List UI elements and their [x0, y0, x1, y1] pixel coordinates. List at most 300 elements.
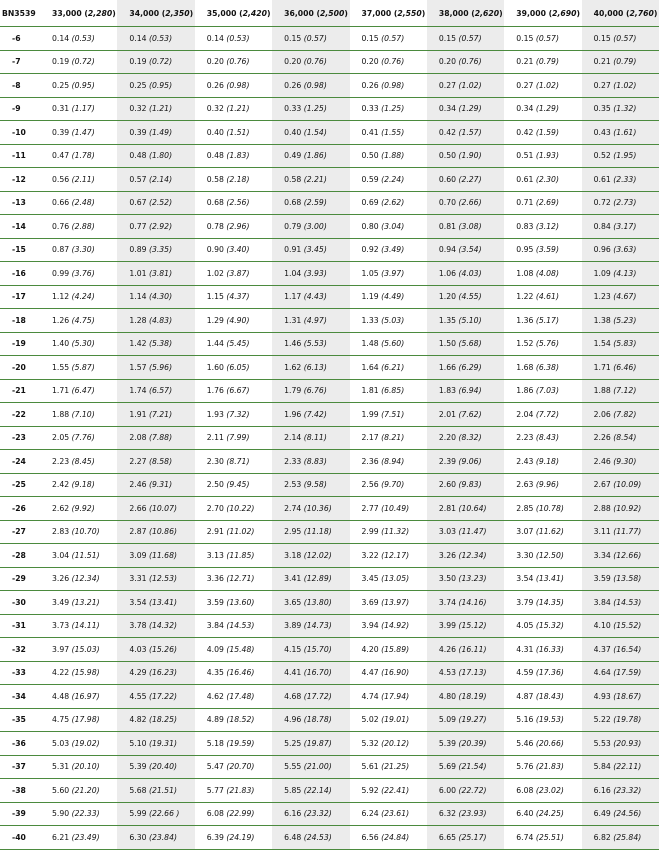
- cell-value-paren: (8.21): [381, 433, 405, 443]
- column-header: 34,000 (2,350): [117, 0, 194, 27]
- cell-value-paren: (3.35): [148, 245, 173, 255]
- cell-value: 0.83: [516, 221, 534, 231]
- table-cell: [504, 309, 581, 333]
- row-label: -29: [0, 567, 40, 591]
- cell-value-paren: (7.32): [226, 409, 250, 419]
- row-label: -6: [0, 27, 40, 51]
- cell-value-paren: (16.33): [535, 644, 564, 654]
- table-row: [0, 238, 659, 262]
- table-cell: [582, 544, 659, 568]
- cell-value-paren: (13.80): [303, 597, 332, 607]
- table-cell: [504, 379, 581, 403]
- row-label: -37: [0, 755, 40, 779]
- cell-value: 5.90: [52, 809, 70, 819]
- cell-value: 2.62: [52, 503, 70, 513]
- cell-value: 1.17: [284, 292, 302, 302]
- table-row: [0, 332, 659, 356]
- cell-value: 0.61: [516, 174, 534, 184]
- cell-value: 0.14: [129, 33, 147, 43]
- table-cell: [504, 168, 581, 192]
- table-cell: [272, 309, 349, 333]
- cell-value-paren: (13.97): [381, 597, 410, 607]
- cell-value-paren: (3.87): [226, 268, 250, 278]
- cell-value: 6.08: [206, 809, 224, 819]
- cell-value-paren: (7.42): [303, 409, 327, 419]
- row-label: -12: [0, 168, 40, 192]
- cell-value-paren: (4.13): [613, 268, 637, 278]
- row-label: -9: [0, 97, 40, 121]
- cell-value-paren: (3.63): [613, 245, 637, 255]
- column-header-main: 37,000: [361, 8, 392, 18]
- table-cell: [117, 50, 194, 74]
- table-cell: [195, 661, 272, 685]
- cell-value: 1.62: [284, 362, 302, 372]
- table-cell: [582, 191, 659, 215]
- table-cell: [272, 802, 349, 826]
- cell-value: 4.62: [206, 691, 224, 701]
- table-cell: [427, 144, 504, 168]
- cell-value: 0.70: [438, 198, 456, 208]
- cell-value-paren: (25.17): [458, 832, 487, 842]
- cell-value-paren: (1.93): [535, 151, 559, 161]
- cell-value-paren: (20.70): [226, 762, 255, 772]
- cell-value-paren: (21.00): [303, 762, 332, 772]
- cell-value: 5.99: [129, 809, 147, 819]
- table-cell: [195, 567, 272, 591]
- cell-value: 6.24: [361, 809, 379, 819]
- cell-value: 4.87: [516, 691, 534, 701]
- table-cell: [195, 144, 272, 168]
- cell-value: 4.10: [593, 621, 611, 631]
- table-cell: [195, 779, 272, 803]
- cell-value-paren: (9.58): [303, 480, 327, 490]
- cell-value-paren: (8.71): [226, 456, 250, 466]
- cell-value: 4.48: [52, 691, 70, 701]
- cell-value: 3.78: [129, 621, 147, 631]
- cell-value-paren: (6.57): [148, 386, 173, 396]
- table-cell: [350, 332, 427, 356]
- table-cell: [427, 285, 504, 309]
- cell-value: 0.49: [284, 151, 302, 161]
- cell-value: 5.03: [52, 738, 70, 748]
- row-label: -19: [0, 332, 40, 356]
- column-header-main: 39,000: [516, 8, 546, 18]
- table-cell: [195, 27, 272, 51]
- cell-value: 0.19: [129, 57, 147, 67]
- table-cell: [350, 826, 427, 850]
- cell-value-paren: (19.31): [148, 738, 177, 748]
- cell-value: 5.39: [129, 762, 147, 772]
- table-cell: [427, 74, 504, 98]
- cell-value-paren: (7.03): [535, 386, 559, 396]
- row-label: -33: [0, 661, 40, 685]
- table-cell: [117, 309, 194, 333]
- cell-value: 2.95: [284, 527, 302, 537]
- cell-value: 1.42: [129, 339, 147, 349]
- cell-value: 2.11: [206, 433, 224, 443]
- cell-value: 0.21: [516, 57, 534, 67]
- cell-value-paren: (1.86): [303, 151, 327, 161]
- cell-value: 4.96: [284, 715, 302, 725]
- column-header: 37,000 (2,550): [350, 0, 427, 27]
- cell-value: 1.83: [438, 386, 456, 396]
- cell-value-paren: (22.66 ): [148, 809, 180, 819]
- cell-value: 4.47: [361, 668, 379, 678]
- table-cell: [427, 520, 504, 544]
- cell-value-paren: (2.92): [148, 221, 173, 231]
- cell-value: 0.15: [593, 33, 611, 43]
- cell-value-paren: (2.62): [381, 198, 405, 208]
- cell-value: 5.61: [361, 762, 379, 772]
- cell-value: 5.31: [52, 762, 70, 772]
- cell-value: 3.97: [52, 644, 70, 654]
- cell-value-paren: (12.53): [148, 574, 177, 584]
- cell-value: 0.20: [284, 57, 302, 67]
- row-label: -35: [0, 708, 40, 732]
- table-cell: [117, 708, 194, 732]
- cell-value: 0.15: [438, 33, 456, 43]
- cell-value: 0.61: [593, 174, 611, 184]
- table-cell: [427, 708, 504, 732]
- cell-value: 6.00: [438, 785, 456, 795]
- cell-value-paren: (1.21): [148, 104, 173, 114]
- table-cell: [272, 238, 349, 262]
- table-cell: [350, 544, 427, 568]
- cell-value-paren: (5.76): [535, 339, 559, 349]
- cell-value-paren: (13.21): [71, 597, 100, 607]
- table-cell: [117, 238, 194, 262]
- table-cell: [350, 285, 427, 309]
- cell-value-paren: (7.72): [535, 409, 559, 419]
- cell-value-paren: (5.53): [303, 339, 327, 349]
- cell-value-paren: (8.11): [303, 433, 327, 443]
- cell-value: 0.59: [361, 174, 379, 184]
- cell-value: 1.01: [129, 268, 147, 278]
- table-cell: [40, 215, 117, 239]
- table-cell: [582, 332, 659, 356]
- cell-value: 1.93: [206, 409, 224, 419]
- cell-value-paren: (0.53): [148, 33, 173, 43]
- table-row: [0, 614, 659, 638]
- table-cell: [427, 356, 504, 380]
- cell-value-paren: (2.33): [613, 174, 637, 184]
- cell-value: 0.69: [361, 198, 379, 208]
- table-cell: [195, 379, 272, 403]
- table-cell: [195, 802, 272, 826]
- cell-value-paren: (13.60): [226, 597, 255, 607]
- cell-value: 4.68: [284, 691, 302, 701]
- cell-value-paren: (16.97): [71, 691, 100, 701]
- cell-value: 1.09: [593, 268, 611, 278]
- table-row: [0, 50, 659, 74]
- cell-value-paren: (9.30): [613, 456, 637, 466]
- column-header: 40,000 (2,760): [582, 0, 659, 27]
- table-cell: [504, 779, 581, 803]
- row-label: -11: [0, 144, 40, 168]
- cell-value: 5.09: [438, 715, 456, 725]
- cell-value: 1.99: [361, 409, 379, 419]
- cell-value-paren: (17.13): [458, 668, 487, 678]
- cell-value-paren: (15.48): [226, 644, 255, 654]
- cell-value: 2.53: [284, 480, 302, 490]
- cell-value-paren: (17.94): [381, 691, 410, 701]
- table-cell: [40, 426, 117, 450]
- cell-value-paren: (1.59): [535, 127, 559, 137]
- cell-value: 2.88: [593, 503, 611, 513]
- table-cell: [117, 97, 194, 121]
- cell-value: 6.48: [284, 832, 302, 842]
- cell-value-paren: (7.62): [458, 409, 482, 419]
- cell-value-paren: (5.23): [613, 315, 637, 325]
- cell-value: 0.33: [284, 104, 302, 114]
- cell-value: 2.20: [438, 433, 456, 443]
- cell-value-paren: (3.76): [71, 268, 95, 278]
- cell-value-paren: (3.49): [381, 245, 405, 255]
- cell-value-paren: (9.83): [458, 480, 482, 490]
- cell-value-paren: (2.11): [71, 174, 95, 184]
- table-cell: [427, 544, 504, 568]
- cell-value: 3.36: [206, 574, 224, 584]
- cell-value: 4.41: [284, 668, 302, 678]
- table-cell: [350, 168, 427, 192]
- cell-value-paren: (18.19): [458, 691, 487, 701]
- table-cell: [40, 403, 117, 427]
- table-cell: [350, 191, 427, 215]
- header-row: [0, 0, 659, 27]
- row-label: -25: [0, 473, 40, 497]
- table-cell: [40, 356, 117, 380]
- cell-value: 4.20: [361, 644, 379, 654]
- cell-value-paren: (24.19): [226, 832, 255, 842]
- cell-value-paren: (8.43): [535, 433, 559, 443]
- cell-value: 2.04: [516, 409, 534, 419]
- cell-value-paren: (1.02): [535, 80, 559, 90]
- cell-value: 0.20: [206, 57, 224, 67]
- cell-value: 1.54: [593, 339, 611, 349]
- cell-value-paren: (0.98): [381, 80, 405, 90]
- table-cell: [504, 708, 581, 732]
- cell-value-paren: (21.25): [381, 762, 410, 772]
- table-cell: [582, 708, 659, 732]
- cell-value: 0.27: [516, 80, 534, 90]
- column-header-main: 36,000: [284, 8, 314, 18]
- table-cell: [40, 144, 117, 168]
- table-cell: [195, 708, 272, 732]
- cell-value-paren: (7.21): [148, 409, 173, 419]
- cell-value: 4.53: [438, 668, 456, 678]
- cell-value-paren: (23.32): [303, 809, 332, 819]
- table-cell: [195, 309, 272, 333]
- cell-value: 2.63: [516, 480, 534, 490]
- cell-value-paren: (4.03): [458, 268, 482, 278]
- cell-value: 0.35: [593, 104, 611, 114]
- table-row: [0, 473, 659, 497]
- cell-value-paren: (9.96): [535, 480, 559, 490]
- cell-value: 0.90: [206, 245, 224, 255]
- table-cell: [350, 403, 427, 427]
- cell-value: 3.07: [516, 527, 534, 537]
- cell-value-paren: (14.11): [71, 621, 100, 631]
- cell-value-paren: (4.61): [535, 292, 559, 302]
- cell-value: 1.91: [129, 409, 147, 419]
- table-cell: [195, 614, 272, 638]
- row-label: -7: [0, 50, 40, 74]
- cell-value-paren: (19.02): [71, 738, 100, 748]
- cell-value: 3.34: [593, 550, 611, 560]
- cell-value-paren: (12.66): [613, 550, 642, 560]
- cell-value: 3.41: [284, 574, 302, 584]
- cell-value-paren: (10.09): [613, 480, 642, 490]
- cell-value-paren: (1.90): [458, 151, 482, 161]
- table-cell: [504, 591, 581, 615]
- cell-value-paren: (2.24): [381, 174, 405, 184]
- cell-value: 3.18: [284, 550, 302, 560]
- cell-value-paren: (6.05): [226, 362, 250, 372]
- cell-value: 2.30: [206, 456, 224, 466]
- table-cell: [40, 332, 117, 356]
- table-cell: [117, 144, 194, 168]
- cell-value: 0.51: [516, 151, 534, 161]
- table-cell: [195, 591, 272, 615]
- table-cell: [40, 191, 117, 215]
- cell-value-paren: (0.57): [381, 33, 405, 43]
- cell-value: 2.81: [438, 503, 456, 513]
- table-cell: [195, 755, 272, 779]
- cell-value: 1.23: [593, 292, 611, 302]
- table-cell: [350, 27, 427, 51]
- cell-value-paren: (5.30): [71, 339, 95, 349]
- table-cell: [427, 191, 504, 215]
- cell-value: 0.58: [206, 174, 224, 184]
- table-cell: [40, 309, 117, 333]
- table-cell: [427, 403, 504, 427]
- cell-value: 1.96: [284, 409, 302, 419]
- cell-value: 3.69: [361, 597, 379, 607]
- cell-value: 2.36: [361, 456, 379, 466]
- cell-value-paren: (9.45): [226, 480, 250, 490]
- table-cell: [117, 191, 194, 215]
- table-cell: [504, 238, 581, 262]
- table-cell: [427, 802, 504, 826]
- cell-value-paren: (24.25): [535, 809, 564, 819]
- cell-value-paren: (10.22): [226, 503, 255, 513]
- cell-value-paren: (15.98): [71, 668, 100, 678]
- table-cell: [272, 121, 349, 145]
- cell-value: 2.87: [129, 527, 147, 537]
- cell-value: 4.26: [438, 644, 456, 654]
- cell-value-paren: (3.17): [613, 221, 637, 231]
- table-row: [0, 708, 659, 732]
- cell-value-paren: (0.57): [303, 33, 327, 43]
- cell-value-paren: (22.41): [381, 785, 410, 795]
- table-cell: [40, 708, 117, 732]
- table-cell: [504, 74, 581, 98]
- table-cell: [350, 732, 427, 756]
- table-cell: [427, 332, 504, 356]
- cell-value: 5.68: [129, 785, 147, 795]
- cell-value: 4.55: [129, 691, 147, 701]
- table-cell: [40, 638, 117, 662]
- cell-value: 3.99: [438, 621, 456, 631]
- cell-value-paren: (25.51): [535, 832, 564, 842]
- cell-value-paren: (7.76): [71, 433, 95, 443]
- cell-value-paren: (14.92): [381, 621, 410, 631]
- table-row: [0, 74, 659, 98]
- table-cell: [582, 238, 659, 262]
- table-cell: [350, 50, 427, 74]
- row-label: -8: [0, 74, 40, 98]
- cell-value: 1.12: [52, 292, 70, 302]
- table-cell: [427, 732, 504, 756]
- cell-value-paren: (1.32): [613, 104, 637, 114]
- cell-value: 3.03: [438, 527, 456, 537]
- cell-value: 1.60: [206, 362, 224, 372]
- cell-value: 5.85: [284, 785, 302, 795]
- table-cell: [350, 685, 427, 709]
- cell-value-paren: (3.08): [458, 221, 482, 231]
- table-cell: [195, 450, 272, 474]
- cell-value: 1.04: [284, 268, 302, 278]
- cell-value: 1.50: [438, 339, 456, 349]
- cell-value: 2.14: [284, 433, 302, 443]
- table-cell: [427, 497, 504, 521]
- cell-value: 5.16: [516, 715, 534, 725]
- table-row: [0, 403, 659, 427]
- cell-value: 0.52: [593, 151, 611, 161]
- cell-value-paren: (0.76): [458, 57, 482, 67]
- cell-value: 0.72: [593, 198, 611, 208]
- cell-value-paren: (14.16): [458, 597, 487, 607]
- column-header-paren: 2,620: [474, 8, 500, 18]
- cell-value-paren: (5.03): [381, 315, 405, 325]
- row-label: -21: [0, 379, 40, 403]
- cell-value-paren: (2.27): [458, 174, 482, 184]
- cell-value-paren: (13.23): [458, 574, 487, 584]
- cell-value: 3.65: [284, 597, 302, 607]
- cell-value-paren: (11.77): [613, 527, 642, 537]
- cell-value: 1.76: [206, 386, 224, 396]
- table-cell: [504, 497, 581, 521]
- cell-value: 5.92: [361, 785, 379, 795]
- cell-value-paren: (7.12): [613, 386, 637, 396]
- cell-value-paren: (4.67): [613, 292, 637, 302]
- cell-value: 3.30: [516, 550, 534, 560]
- table-cell: [582, 497, 659, 521]
- table-cell: [427, 755, 504, 779]
- cell-value: 0.81: [438, 221, 456, 231]
- table-cell: [272, 661, 349, 685]
- cell-value-paren: (18.43): [535, 691, 564, 701]
- cell-value: 4.29: [129, 668, 147, 678]
- cell-value-paren: (1.29): [535, 104, 559, 114]
- cell-value-paren: (11.85): [226, 550, 255, 560]
- cell-value: 0.57: [129, 174, 147, 184]
- cell-value-paren: (18.52): [226, 715, 255, 725]
- cell-value-paren: (22.72): [458, 785, 487, 795]
- cell-value-paren: (1.25): [303, 104, 327, 114]
- table-cell: [582, 450, 659, 474]
- table-cell: [40, 732, 117, 756]
- table-row: [0, 779, 659, 803]
- table-row: [0, 168, 659, 192]
- cell-value-paren: (11.68): [148, 550, 177, 560]
- table-row: [0, 27, 659, 51]
- table-row: [0, 732, 659, 756]
- cell-value: 3.13: [206, 550, 224, 560]
- table-cell: [195, 520, 272, 544]
- row-label: -18: [0, 309, 40, 333]
- table-row: [0, 638, 659, 662]
